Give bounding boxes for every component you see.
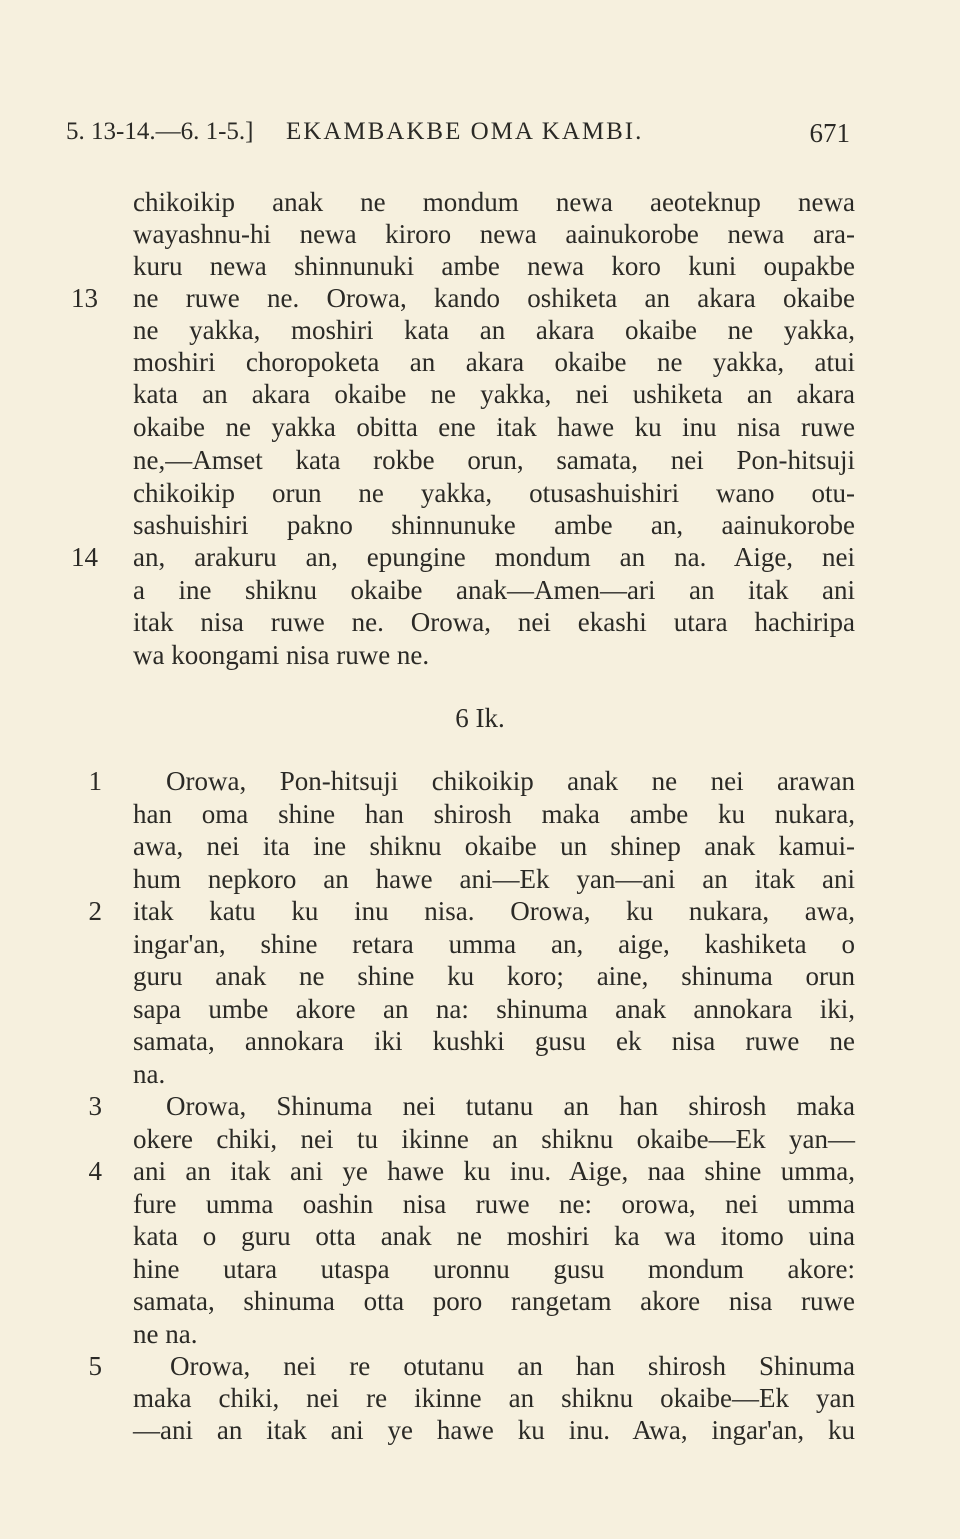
text-line: hine utara utaspa uronnu gusu mondum akore: <box>133 1254 855 1284</box>
text-line: chikoikip anak ne mondum newa aeoteknup newa <box>133 187 855 217</box>
text-line: a ine shiknu okaibe anak—Amen—ari an itak ani <box>133 575 855 605</box>
text-line: wayashnu-hi newa kiroro newa aainukorobe newa ara- <box>133 219 855 249</box>
text-line: an, arakuru an, epungine mondum an na. Aige, nei <box>133 542 855 572</box>
verse-number-14: 14 <box>71 542 98 572</box>
text-line: samata, shinuma otta poro rangetam akore nisa ruwe <box>133 1286 855 1316</box>
page-number: 671 <box>809 118 850 148</box>
verse-number-2: 2 <box>88 896 102 926</box>
text-line: fure umma oashin nisa ruwe ne: orowa, nei umma <box>133 1189 855 1219</box>
text-line: moshiri choropoketa an akara okaibe ne yakka, atui <box>133 347 855 377</box>
text-line: ne yakka, moshiri kata an akara okaibe ne yakka, <box>133 315 855 345</box>
verse-number-1: 1 <box>88 766 102 796</box>
text-line: itak nisa ruwe ne. Orowa, nei ekashi utara hachiripa <box>133 607 855 637</box>
text-line: awa, nei ita ine shiknu okaibe un shinep anak kamui- <box>133 831 855 861</box>
verse-number-3: 3 <box>88 1091 102 1121</box>
text-line: na. <box>133 1059 166 1089</box>
text-line: kata o guru otta anak ne moshiri ka wa itomo uina <box>133 1221 855 1251</box>
chapter-verse-reference: 5. 13-14.—6. 1-5.] <box>66 118 254 145</box>
text-line: kuru newa shinnunuki ambe newa koro kuni oupakbe <box>133 251 855 281</box>
text-line: Orowa, Pon-hitsuji chikoikip anak ne nei arawan <box>166 766 855 796</box>
text-line: —ani an itak ani ye hawe ku inu. Awa, ingar'an, ku <box>133 1415 855 1445</box>
running-head <box>66 118 850 154</box>
chapter-heading: 6 Ik. <box>455 703 505 733</box>
text-line: itak katu ku inu nisa. Orowa, ku nukara, awa, <box>133 896 855 926</box>
text-line: samata, annokara iki kushki gusu ek nisa ruwe ne <box>133 1026 855 1056</box>
text-line: chikoikip orun ne yakka, otusashuishiri wano otu- <box>133 478 855 508</box>
text-line: Orowa, Shinuma nei tutanu an han shirosh maka <box>166 1091 855 1121</box>
text-line: ingar'an, shine retara umma an, aige, kashiketa o <box>133 929 855 959</box>
text-line: ne ruwe ne. Orowa, kando oshiketa an akara okaibe <box>133 283 855 313</box>
verse-number-13: 13 <box>71 283 98 313</box>
text-line: okere chiki, nei tu ikinne an shiknu okaibe—Ek yan— <box>133 1124 855 1154</box>
text-line: ani an itak ani ye hawe ku inu. Aige, naa shine umma, <box>133 1156 855 1186</box>
text-line: han oma shine han shirosh maka ambe ku nukara, <box>133 799 855 829</box>
text-line: okaibe ne yakka obitta ene itak hawe ku inu nisa ruwe <box>133 412 855 442</box>
text-line: wa koongami nisa ruwe ne. <box>133 640 430 670</box>
text-line: ne na. <box>133 1319 198 1349</box>
text-line: guru anak ne shine ku koro; aine, shinuma orun <box>133 961 855 991</box>
text-line: hum nepkoro an hawe ani—Ek yan—ani an itak ani <box>133 864 855 894</box>
text-line: maka chiki, nei re ikinne an shiknu okaibe—Ek yan <box>133 1383 855 1413</box>
text-line: sapa umbe akore an na: shinuma anak annokara iki, <box>133 994 855 1024</box>
verse-number-4: 4 <box>88 1156 102 1186</box>
text-line: ne,—Amset kata rokbe orun, samata, nei Pon-hitsuji <box>133 445 855 475</box>
verse-number-5: 5 <box>88 1351 102 1381</box>
text-line: Orowa, nei re otutanu an han shirosh Shinuma <box>170 1351 855 1381</box>
running-title: EKAMBAKBE OMA KAMBI. <box>286 118 644 145</box>
text-line: sashuishiri pakno shinnunuke ambe an, aainukorobe <box>133 510 855 540</box>
text-line: kata an akara okaibe ne yakka, nei ushiketa an akara <box>133 379 855 409</box>
